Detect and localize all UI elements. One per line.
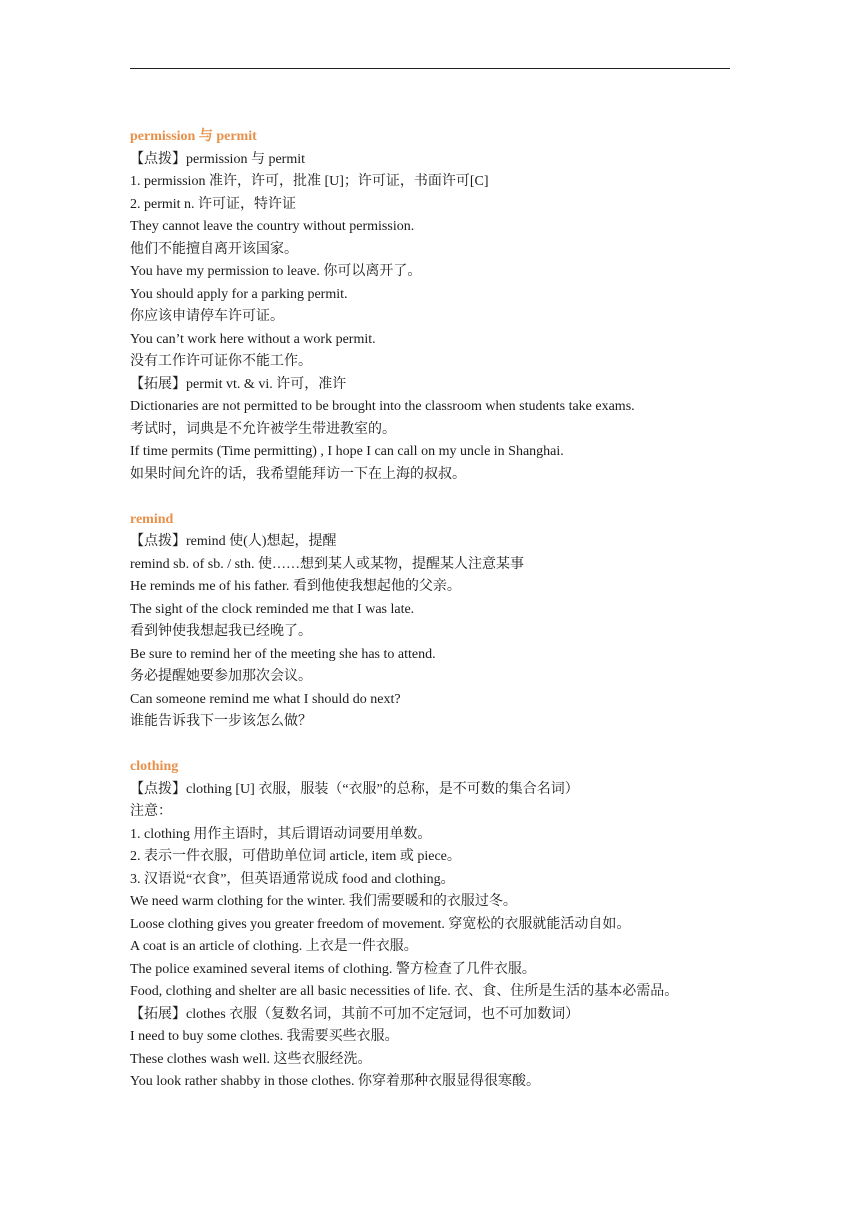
text-line: You have my permission to leave. 你可以离开了。 xyxy=(130,264,422,279)
text-line: 1. clothing 用作主语时，其后谓语动词要用单数。 xyxy=(130,826,432,842)
text-line: 【拓展】clothes 衣服（复数名词，其前不可加不定冠词，也不可加数词） xyxy=(130,1006,580,1022)
text-line: A coat is an article of clothing. 上衣是一件衣服。 xyxy=(130,939,418,954)
text-line: You should apply for a parking permit. xyxy=(130,286,348,302)
text-line: 【点拨】permission 与 permit xyxy=(130,151,305,167)
text-line: I need to buy some clothes. 我需要买些衣服。 xyxy=(130,1029,399,1044)
text-line: 1. permission 准许，许可，批准 [U]；许可证，书面许可[C] xyxy=(130,174,489,189)
text-line: The police examined several items of clothing. 警方检查了几件衣服。 xyxy=(130,961,536,977)
section-gap xyxy=(130,734,750,757)
text-line: 务必提醒她要参加那次会议。 xyxy=(130,669,312,684)
header-rule xyxy=(130,68,730,69)
text-line: 如果时间允许的话，我希望能拜访一下在上海的叔叔。 xyxy=(130,466,466,482)
text-line: 注意： xyxy=(130,804,172,819)
text-line: Be sure to remind her of the meeting she has to attend. xyxy=(130,646,436,662)
text-line: 考试时，词典是不允许被学生带进教室的。 xyxy=(130,421,396,437)
text-line: 2. 表示一件衣服，可借助单位词 article, item 或 piece。 xyxy=(130,849,461,864)
text-line: 你应该申请停车许可证。 xyxy=(130,309,284,324)
text-line: 【点拨】remind 使(人)想起，提醒 xyxy=(130,534,337,549)
section-heading: clothing xyxy=(130,759,179,774)
section-gap xyxy=(130,486,750,509)
text-line: 没有工作许可证你不能工作。 xyxy=(130,354,312,369)
text-line: These clothes wash well. 这些衣服经洗。 xyxy=(130,1051,372,1067)
text-line: You can’t work here without a work permit. xyxy=(130,331,376,347)
text-line: He reminds me of his father. 看到他使我想起他的父亲。 xyxy=(130,579,461,594)
document-body xyxy=(130,126,750,1094)
text-line: remind sb. of sb. / sth. 使……想到某人或某物，提醒某人注意某事 xyxy=(130,556,524,572)
section-clothing xyxy=(130,756,750,1094)
text-line: They cannot leave the country without permission. xyxy=(130,219,415,234)
text-line: 【点拨】clothing [U] 衣服，服装（“衣服”的总称，是不可数的集合名词） xyxy=(130,781,579,797)
text-line: 谁能告诉我下一步该怎么做？ xyxy=(130,714,312,729)
text-line: The sight of the clock reminded me that I was late. xyxy=(130,601,415,617)
text-line: If time permits (Time permitting) , I hope I can call on my uncle in Shanghai. xyxy=(130,444,564,459)
section-heading: remind xyxy=(130,511,174,527)
text-line: Can someone remind me what I should do next? xyxy=(130,691,401,707)
text-line: 2. permit n. 许可证，特许证 xyxy=(130,196,297,212)
section-permission xyxy=(130,126,750,486)
section-heading: permission 与 permit xyxy=(130,129,257,144)
section-remind xyxy=(130,509,750,734)
text-line: 3. 汉语说“衣食”，但英语通常说成 food and clothing。 xyxy=(130,871,455,887)
text-line: Dictionaries are not permitted to be brought into the classroom when students take exams. xyxy=(130,399,635,414)
text-line: 看到钟使我想起我已经晚了。 xyxy=(130,624,312,639)
text-line: We need warm clothing for the winter. 我们需要暖和的衣服过冬。 xyxy=(130,894,517,909)
text-line: Food, clothing and shelter are all basic necessities of life. 衣、食、住所是生活的基本必需品。 xyxy=(130,984,679,999)
text-line: 【拓展】permit vt. & vi. 许可，准许 xyxy=(130,376,347,392)
text-line: Loose clothing gives you greater freedom of movement. 穿宽松的衣服就能活动自如。 xyxy=(130,916,631,932)
text-line: You look rather shabby in those clothes. 你穿着那种衣服显得很寒酸。 xyxy=(130,1074,540,1089)
text-line: 他们不能擅自离开该国家。 xyxy=(130,241,298,257)
